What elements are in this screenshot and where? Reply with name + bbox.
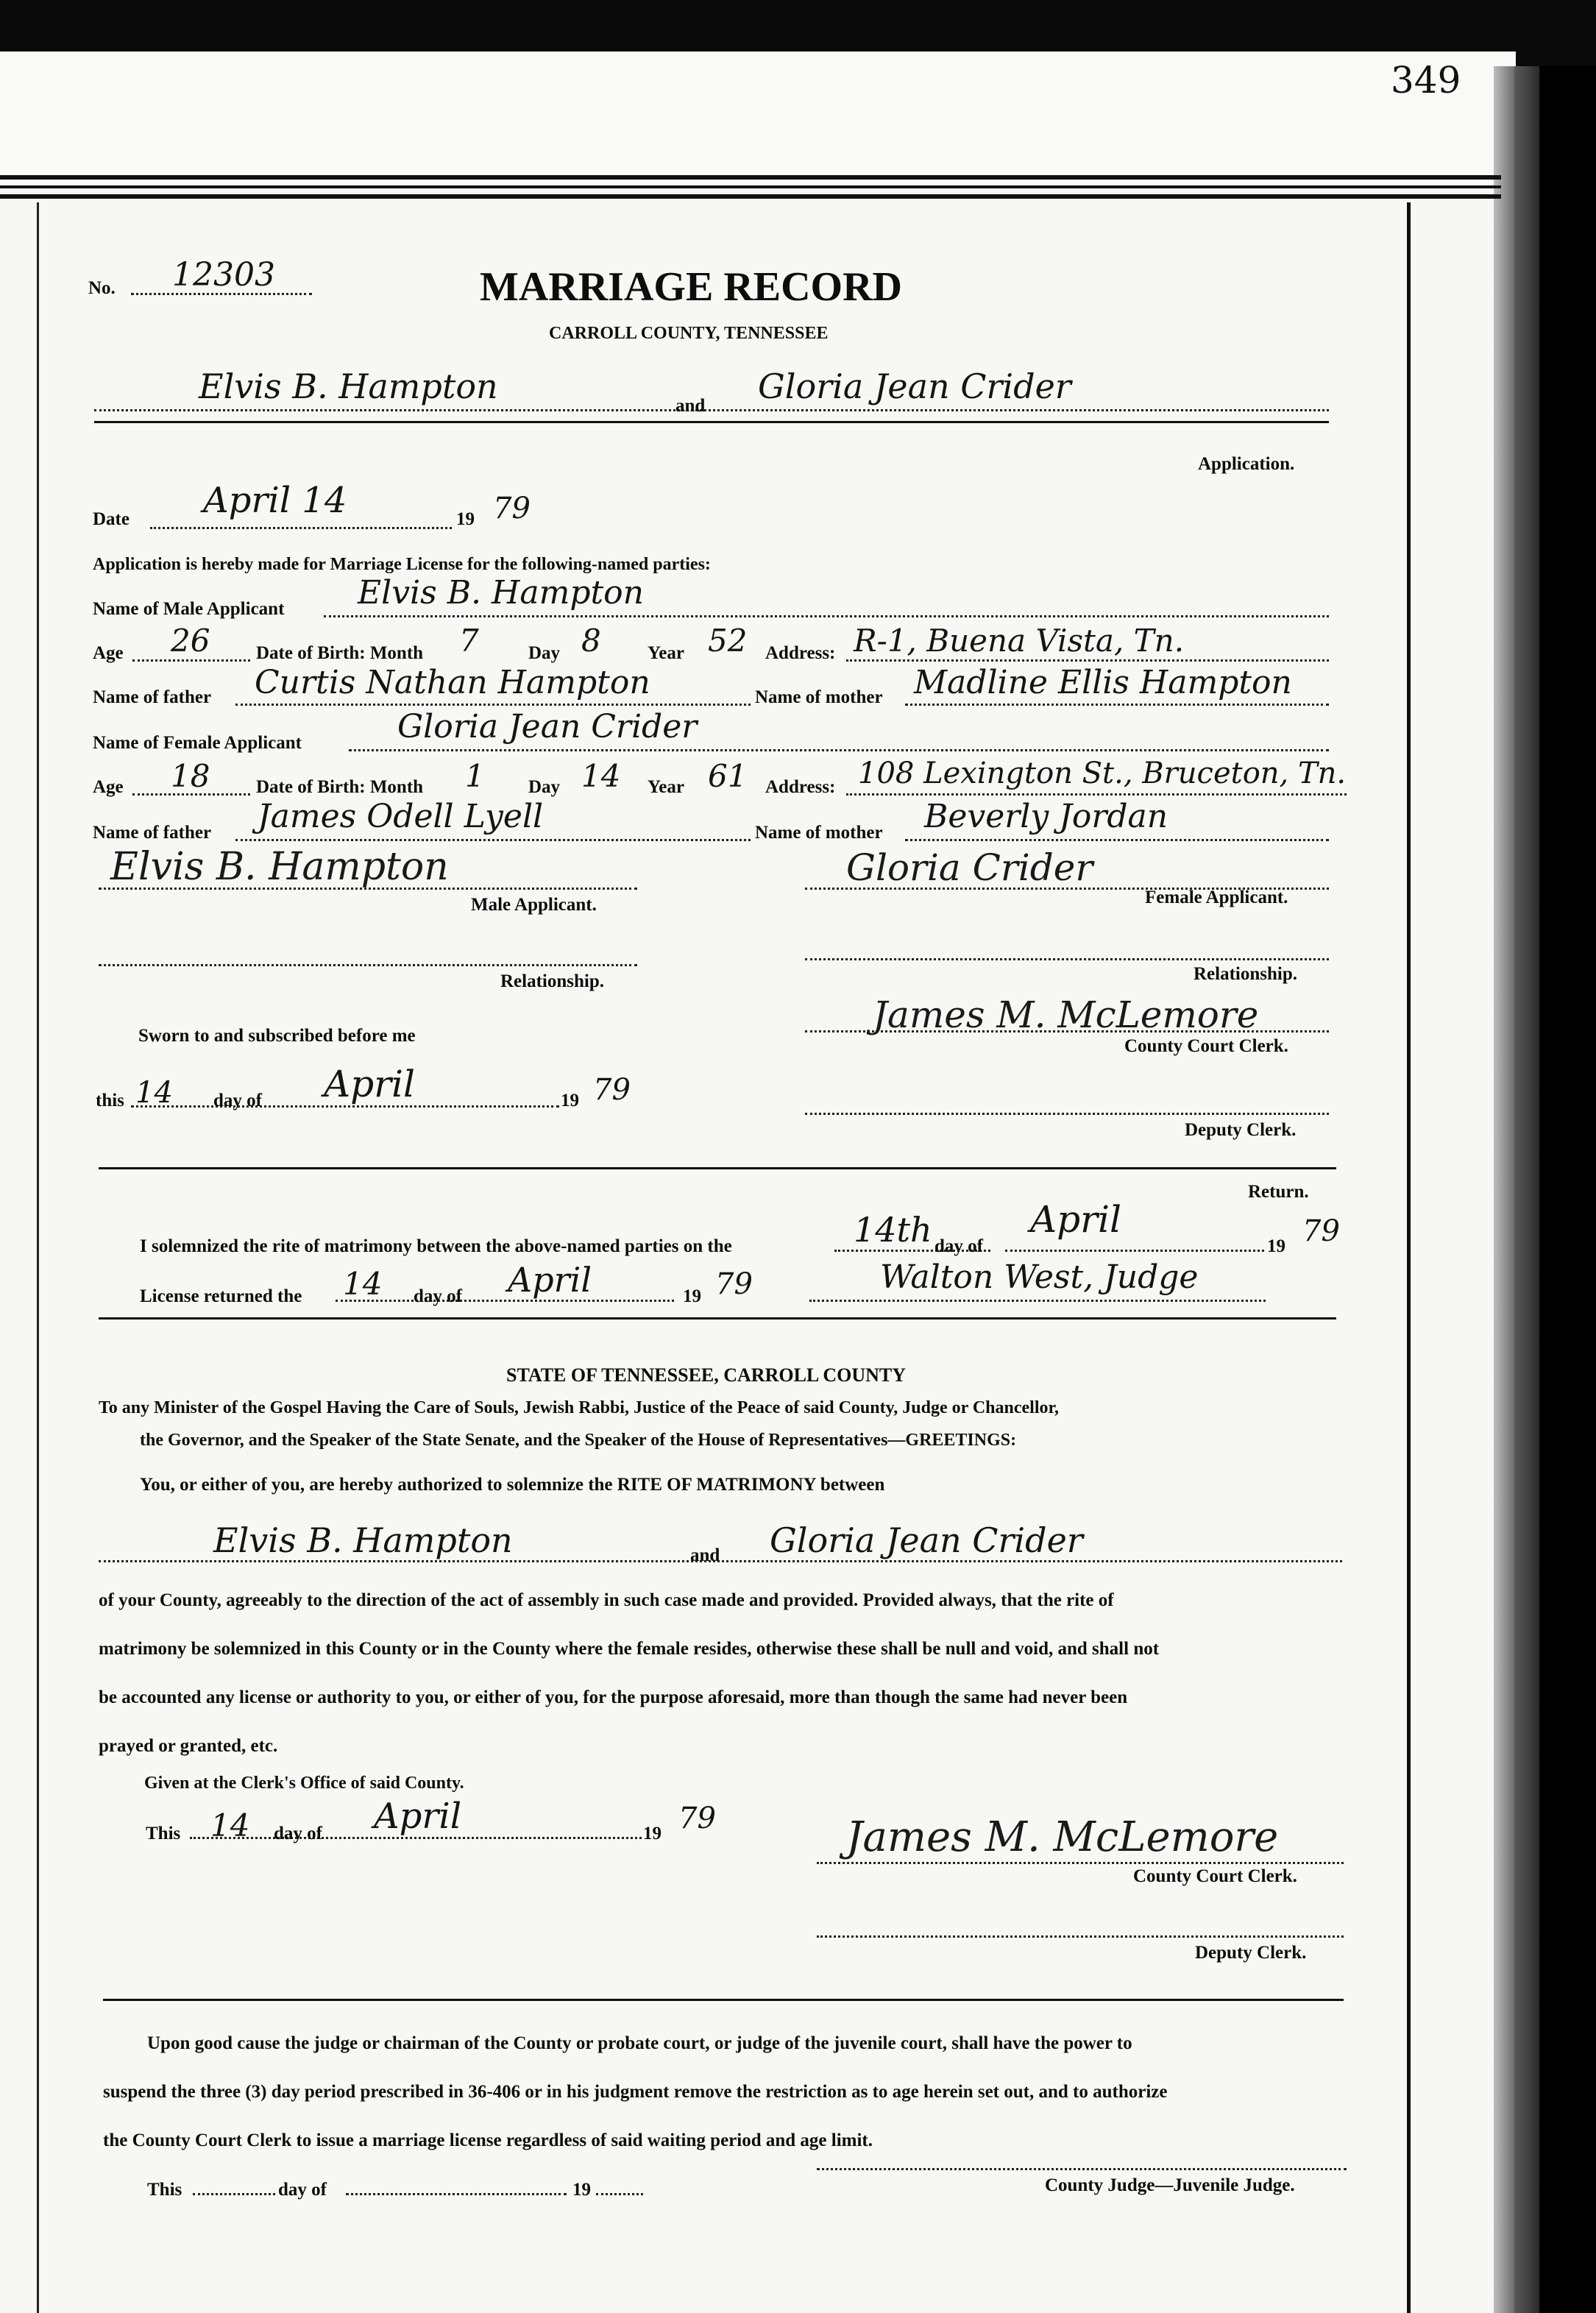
page-title: MARRIAGE RECORD [480,264,902,310]
solemnized-label: I solemnized the rite of matrimony between the above-named parties on the [140,1236,732,1256]
solemnized-day-of-label: day of [934,1236,983,1256]
license-returned-day-of-label: day of [414,1286,462,1306]
male-applicant-label: Male Applicant. [471,895,597,915]
female-day-label: Day [528,777,561,797]
license-returned-year: 79 [715,1267,753,1301]
solemnized-year: 79 [1302,1214,1340,1248]
license-body-line2: matrimony be solemnized in this County or in the County where the female resides, otherwise these shall be null and void, and shall not [99,1639,1160,1659]
female-name-value: Gloria Jean Crider [397,708,698,745]
application-intro: Application is hereby made for Marriage License for the following-named parties: [93,555,711,574]
license-clerk-signature-line [817,1862,1344,1864]
license-groom: Elvis B. Hampton [213,1520,513,1560]
license-day-of-label: day of [274,1824,322,1843]
solemnized-month-line [1005,1250,1264,1252]
page-subtitle: CARROLL COUNTY, TENNESSEE [549,324,829,343]
sworn-year: 79 [593,1073,631,1107]
waiver-judge-line [817,2168,1347,2170]
female-name-line [349,749,1329,751]
female-father-line [235,839,751,841]
binding-line-mid [0,185,1501,188]
female-relationship-label: Relationship. [1194,964,1298,984]
male-name-value: Elvis B. Hampton [358,574,644,612]
male-mother-label: Name of mother [755,687,883,707]
license-authorized-line: You, or either of you, are hereby authorized to solemnize the RITE OF MATRIMONY between [140,1475,885,1495]
female-age-label: Age [93,777,124,797]
date-year-value: 79 [493,492,531,525]
female-applicant-label: Female Applicant. [1145,888,1288,907]
female-signature: Gloria Crider [846,846,1093,889]
waiver-day-of-label: day of [278,2180,327,2200]
license-bride: Gloria Jean Crider [770,1520,1083,1560]
waiver-month-line [346,2193,567,2195]
female-year-value: 61 [708,758,748,794]
female-father-value: James Odell Lyell [258,798,544,835]
female-address-line [846,793,1347,796]
license-deputy-clerk-line [817,1935,1344,1938]
sworn-county-clerk-label: County Court Clerk. [1124,1036,1288,1056]
waiver-this-label: This [147,2180,182,2200]
waiver-line1: Upon good cause the judge or chairman of the County or probate court, or judge of the juvenile court, shall have the power to [147,2033,1132,2053]
background-edge [1539,66,1596,2313]
male-day-value: 8 [581,623,601,659]
date-year-prefix: 19 [456,509,475,529]
female-father-label: Name of father [93,823,212,843]
license-and: and [690,1545,720,1565]
male-mother-line [905,704,1329,706]
license-greeting-line1: To any Minister of the Gospel Having the Care of Souls, Jewish Rabbi, Justice of the Peace of said County, Judge or Chancellor, [99,1398,1059,1417]
return-end-rule [99,1317,1336,1320]
male-mother-value: Madline Ellis Hampton [914,664,1292,701]
male-age-label: Age [93,643,124,663]
application-end-rule [99,1167,1336,1169]
female-age-value: 18 [171,758,210,794]
license-given-day: 14 [210,1807,250,1843]
sworn-this-label: this [96,1091,124,1111]
license-parties-line [99,1560,1342,1562]
page-edge-outer [1514,66,1539,2313]
page-number: 349 [1391,59,1461,102]
record-no-value: 12303 [172,256,275,294]
license-given-year: 79 [678,1802,716,1835]
female-day-value: 14 [581,758,621,794]
female-relationship-line [805,958,1329,960]
license-returned-label: License returned the [140,1286,302,1306]
license-this-label: This [146,1824,181,1843]
male-day-label: Day [528,643,561,663]
license-end-rule [103,1999,1344,2001]
license-body-line3: be accounted any license or authority to you, or either of you, for the purpose aforesaid, more than though the same had never been [99,1687,1128,1707]
solemnized-year-prefix: 19 [1267,1236,1285,1256]
sworn-year-prefix: 19 [561,1091,579,1111]
male-year-label: Year [648,643,684,663]
male-year-value: 52 [708,623,748,659]
female-dob-month-value: 1 [465,758,485,794]
binding-line-top [0,175,1501,180]
application-heading: Application. [1198,454,1295,474]
male-relationship-label: Relationship. [500,971,605,991]
frame-right-border [1407,202,1411,2313]
male-dob-month-label: Date of Birth: Month [256,643,424,663]
female-address-label: Address: [765,777,836,797]
male-father-line [235,704,751,706]
male-father-label: Name of father [93,687,212,707]
record-no-label: No. [88,278,116,298]
male-father-value: Curtis Nathan Hampton [255,664,650,701]
license-date-line [190,1837,642,1839]
sworn-day-of-label: day of [213,1091,262,1111]
license-clerk-signature: James M. McLemore [846,1813,1279,1861]
parties-line [94,409,1329,411]
license-greeting-line2: the Governor, and the Speaker of the State Senate, and the Speaker of the House of Representatives—GREETINGS: [140,1431,1017,1450]
page-edge-inner [1494,66,1514,2313]
officiant-line [809,1300,1266,1302]
waiver-line2: suspend the three (3) day period prescribed in 36-406 or in his judgment remove the restriction as to age herein set out, and to authorize [103,2082,1168,2102]
female-mother-value: Beverly Jordan [924,798,1168,835]
waiver-judge-label: County Judge—Juvenile Judge. [1045,2175,1295,2195]
waiver-year-prefix: 19 [572,2180,591,2200]
license-county-clerk-label: County Court Clerk. [1133,1866,1297,1886]
license-given-month: April [374,1796,462,1837]
license-year-prefix: 19 [643,1824,662,1843]
sworn-label: Sworn to and subscribed before me [138,1026,416,1046]
male-signature: Elvis B. Hampton [110,845,449,889]
license-body-line1: of your County, agreeably to the direction of the act of assembly in such case made and provided. Provided always, that the rite of [99,1590,1114,1610]
female-mother-line [905,839,1329,841]
license-heading: STATE OF TENNESSEE, CARROLL COUNTY [506,1364,907,1386]
date-line [150,527,452,529]
header-rule [94,421,1329,423]
date-value: April 14 [203,480,347,521]
sworn-day: 14 [135,1076,173,1110]
female-year-label: Year [648,777,684,797]
female-address-value: 108 Lexington St., Bruceton, Tn. [858,757,1347,790]
license-body-line4: prayed or granted, etc. [99,1736,278,1756]
return-heading: Return. [1248,1182,1309,1202]
sworn-month: April [324,1063,415,1105]
male-address-line [846,659,1329,662]
page-header-strip [0,52,1516,184]
license-returned-day: 14 [343,1266,383,1302]
frame-left-border [37,202,39,2313]
solemnized-month: April [1030,1198,1121,1241]
parties-groom: Elvis B. Hampton [199,366,498,406]
date-label: Date [93,509,130,529]
sworn-clerk-signature: James M. McLemore [873,993,1259,1036]
parties-and: and [675,396,706,416]
male-name-line [324,615,1329,617]
female-mother-label: Name of mother [755,823,883,843]
female-dob-month-label: Date of Birth: Month [256,777,424,797]
solemnized-day: 14th [854,1210,932,1250]
male-age-line [132,659,250,662]
license-given-label: Given at the Clerk's Office of said County. [144,1774,464,1793]
male-age-value: 26 [171,623,210,659]
female-name-label: Name of Female Applicant [93,733,302,753]
male-name-label: Name of Male Applicant [93,599,285,619]
male-address-value: R-1, Buena Vista, Tn. [854,623,1185,659]
license-deputy-clerk-label: Deputy Clerk. [1195,1943,1307,1963]
binding-line-bottom [0,194,1501,199]
sworn-date-line [131,1105,559,1108]
male-address-label: Address: [765,643,836,663]
male-relationship-line [99,964,637,966]
deputy-clerk-line [805,1113,1329,1115]
waiver-day-line [193,2193,275,2195]
waiver-line3: the County Court Clerk to issue a marriage license regardless of said waiting period and age limit. [103,2130,873,2150]
male-dob-month-value: 7 [459,623,479,659]
officiant: Walton West, Judge [880,1258,1199,1296]
waiver-year-line [596,2193,643,2195]
license-returned-year-prefix: 19 [683,1286,701,1306]
license-returned-line [336,1300,674,1302]
parties-bride: Gloria Jean Crider [758,366,1071,406]
sworn-deputy-clerk-label: Deputy Clerk. [1185,1120,1297,1140]
license-returned-month: April [508,1260,592,1300]
